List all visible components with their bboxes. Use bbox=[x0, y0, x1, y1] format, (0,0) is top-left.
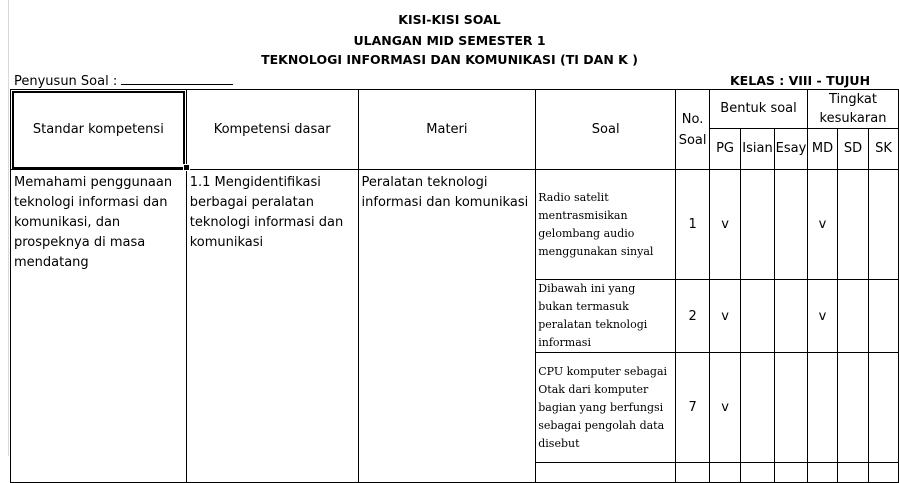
pg-cell[interactable]: v bbox=[710, 280, 741, 353]
isian-cell[interactable] bbox=[741, 280, 775, 353]
author-label: Penyusun Soal : bbox=[14, 74, 118, 89]
esay-cell[interactable] bbox=[775, 280, 808, 353]
selection-fill-handle[interactable] bbox=[183, 164, 190, 171]
sk-cell[interactable] bbox=[868, 463, 898, 483]
pg-cell[interactable]: v bbox=[710, 353, 741, 463]
col-soal[interactable]: Soal bbox=[536, 90, 676, 170]
sk-cell[interactable] bbox=[868, 353, 898, 463]
sheet-left-edge bbox=[0, 0, 9, 456]
isian-cell[interactable] bbox=[741, 170, 775, 280]
sk-cell[interactable] bbox=[868, 170, 898, 280]
col-md[interactable]: MD bbox=[808, 129, 838, 170]
materi-cell[interactable]: Peralatan teknologi informasi dan komunikasi bbox=[358, 170, 536, 483]
isian-cell[interactable] bbox=[741, 353, 775, 463]
soal-cell[interactable]: Dibawah ini yang bukan termasuk peralatan teknologi informasi bbox=[536, 280, 676, 353]
no-soal-cell[interactable]: 2 bbox=[676, 280, 710, 353]
kisi-table bbox=[10, 89, 899, 483]
no-soal-cell[interactable] bbox=[676, 463, 710, 483]
sk-cell[interactable] bbox=[868, 280, 898, 353]
isian-cell[interactable] bbox=[741, 463, 775, 483]
soal-cell[interactable]: Radio satelit mentrasmisikan gelombang audio menggunakan sinyal bbox=[536, 170, 676, 280]
md-cell[interactable] bbox=[808, 353, 838, 463]
col-standar-kompetensi[interactable]: Standar kompetensi bbox=[11, 90, 187, 170]
author-blank[interactable] bbox=[121, 72, 233, 85]
doc-subject: TEKNOLOGI INFORMASI DAN KOMUNIKASI (TI DAN K ) bbox=[261, 52, 638, 67]
pg-cell[interactable]: v bbox=[710, 170, 741, 280]
md-cell[interactable]: v bbox=[808, 170, 838, 280]
doc-subtitle: ULANGAN MID SEMESTER 1 bbox=[353, 33, 546, 48]
sd-cell[interactable] bbox=[837, 353, 868, 463]
md-cell[interactable] bbox=[808, 463, 838, 483]
no-soal-cell[interactable]: 7 bbox=[676, 353, 710, 463]
soal-cell[interactable]: CPU komputer sebagai Otak dari komputer bagian yang berfungsi sebagai pengolah data disebut bbox=[536, 353, 676, 463]
sd-cell[interactable] bbox=[837, 463, 868, 483]
author-line bbox=[14, 72, 233, 90]
col-esay[interactable]: Esay bbox=[775, 129, 808, 170]
no-soal-cell[interactable]: 1 bbox=[676, 170, 710, 280]
col-materi[interactable]: Materi bbox=[358, 90, 536, 170]
soal-cell[interactable] bbox=[536, 463, 676, 483]
col-bentuk-soal[interactable]: Bentuk soal bbox=[710, 90, 808, 129]
esay-cell[interactable] bbox=[775, 463, 808, 483]
sd-cell[interactable] bbox=[837, 170, 868, 280]
col-tingkat-kesukaran[interactable]: Tingkat kesukaran bbox=[808, 90, 899, 129]
standar-kompetensi-cell[interactable]: Memahami penggunaan teknologi informasi dan komunikasi, dan prospeknya di masa mendatang bbox=[11, 170, 187, 483]
kelas-label: KELAS : VIII - TUJUH bbox=[730, 73, 871, 88]
col-sk[interactable]: SK bbox=[868, 129, 898, 170]
esay-cell[interactable] bbox=[775, 353, 808, 463]
md-cell[interactable]: v bbox=[808, 280, 838, 353]
col-kompetensi-dasar[interactable]: Kompetensi dasar bbox=[186, 90, 358, 170]
doc-title: KISI-KISI SOAL bbox=[398, 12, 501, 27]
kompetensi-dasar-cell[interactable]: 1.1 Mengidentifikasi berbagai peralatan teknologi informasi dan komunikasi bbox=[186, 170, 358, 483]
col-isian[interactable]: Isian bbox=[741, 129, 775, 170]
col-sd[interactable]: SD bbox=[837, 129, 868, 170]
pg-cell[interactable] bbox=[710, 463, 741, 483]
col-pg[interactable]: PG bbox=[710, 129, 741, 170]
sd-cell[interactable] bbox=[837, 280, 868, 353]
col-no-soal[interactable]: No. Soal bbox=[676, 90, 710, 170]
esay-cell[interactable] bbox=[775, 170, 808, 280]
